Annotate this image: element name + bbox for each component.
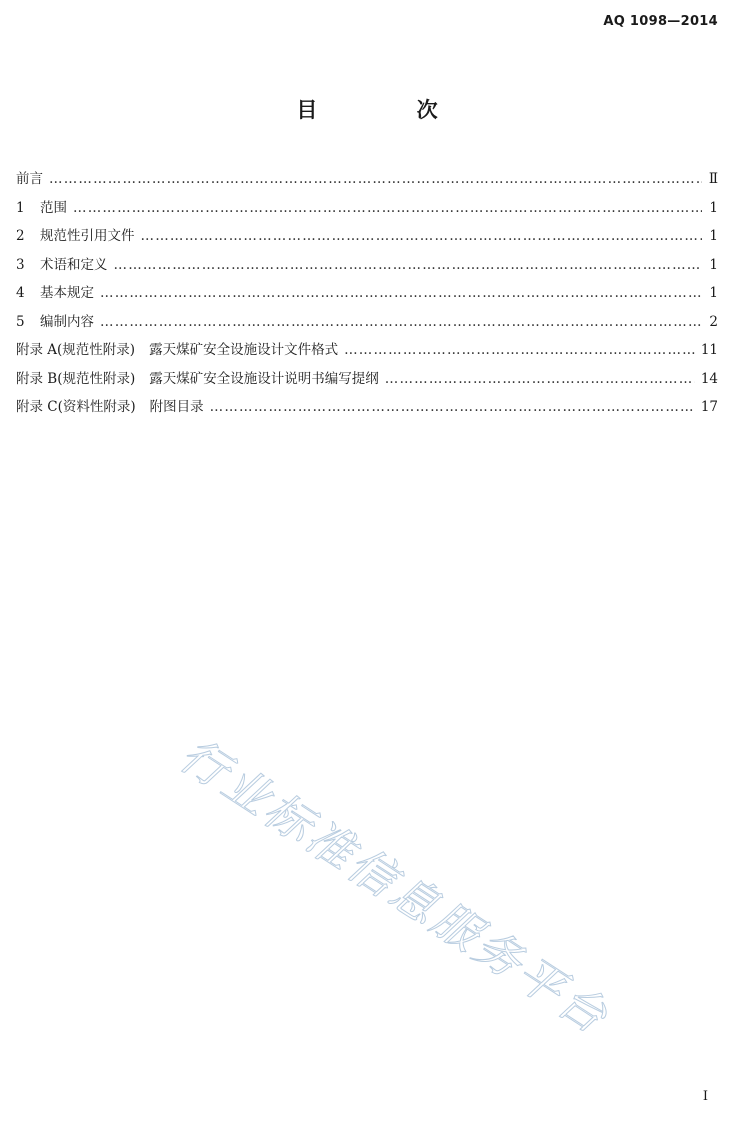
toc-page-number: 1 xyxy=(709,199,718,216)
toc-label xyxy=(16,310,94,330)
page-title: 目 次 xyxy=(296,98,484,122)
toc-appendix-title: 露天煤矿安全设施设计说明书编写提纲 xyxy=(149,370,379,387)
toc-entry-normative-references[interactable] xyxy=(16,224,718,253)
toc-label xyxy=(16,253,108,273)
toc-page-number: 1 xyxy=(709,228,718,244)
toc-appendix-title: 附图目录 xyxy=(149,399,204,415)
toc-section-number: 5 xyxy=(16,313,25,330)
toc-entry-appendix-b[interactable] xyxy=(16,367,718,396)
toc-entry-appendix-c[interactable] xyxy=(16,395,718,424)
toc-entry-terms-definitions[interactable] xyxy=(16,253,718,282)
toc-dot-leader xyxy=(385,371,695,387)
toc-entry-basic-provisions[interactable] xyxy=(16,281,718,310)
toc-label xyxy=(16,395,204,415)
toc-appendix-title: 露天煤矿安全设施设计文件格式 xyxy=(149,342,339,358)
toc-section-number: 2 xyxy=(16,228,25,244)
toc-label xyxy=(16,338,338,358)
standard-code: AQ 1098—2014 xyxy=(603,14,718,29)
toc-appendix-label: 附录 B(规范性附录) xyxy=(16,370,136,387)
toc-entry-foreword[interactable] xyxy=(16,167,718,196)
toc-label xyxy=(16,224,135,244)
toc-label xyxy=(16,281,94,301)
toc-page-number: 1 xyxy=(709,285,718,301)
toc-dot-leader xyxy=(114,257,703,273)
toc-dot-leader xyxy=(141,228,703,244)
toc-dot-leader xyxy=(73,200,702,216)
toc-section-number: 1 xyxy=(16,199,25,216)
toc-page-number: 14 xyxy=(700,370,718,387)
toc-label xyxy=(16,196,67,216)
toc-label: 前言 xyxy=(16,171,43,187)
toc-title: 基本规定 xyxy=(40,285,94,301)
toc-page-number: 11 xyxy=(700,342,718,358)
toc-label xyxy=(16,367,379,387)
toc-appendix-label: 附录 A(规范性附录) xyxy=(16,342,136,358)
toc-page-number: 17 xyxy=(700,399,718,415)
toc-page-number: Ⅱ xyxy=(708,171,718,187)
toc-title: 术语和定义 xyxy=(40,256,108,273)
toc-title: 编制内容 xyxy=(40,313,94,330)
toc-entry-compilation-content[interactable] xyxy=(16,310,718,339)
toc-title: 规范性引用文件 xyxy=(40,228,135,244)
toc-page-number: 1 xyxy=(709,256,718,273)
table-of-contents xyxy=(16,167,718,424)
toc-title: 范围 xyxy=(40,199,67,216)
toc-section-number: 4 xyxy=(16,285,25,301)
toc-dot-leader xyxy=(210,399,695,415)
toc-appendix-label: 附录 C(资料性附录) xyxy=(16,399,136,415)
footer-page-number: I xyxy=(702,1089,708,1104)
toc-page-number: 2 xyxy=(709,313,718,330)
toc-dot-leader xyxy=(100,285,702,301)
toc-dot-leader xyxy=(49,171,702,187)
watermark: 行业标准信息服务平台 xyxy=(170,727,620,1046)
toc-dot-leader xyxy=(344,342,695,358)
toc-dot-leader xyxy=(100,314,702,330)
toc-entry-scope[interactable] xyxy=(16,196,718,225)
toc-section-number: 3 xyxy=(16,256,25,273)
toc-entry-appendix-a[interactable] xyxy=(16,338,718,367)
